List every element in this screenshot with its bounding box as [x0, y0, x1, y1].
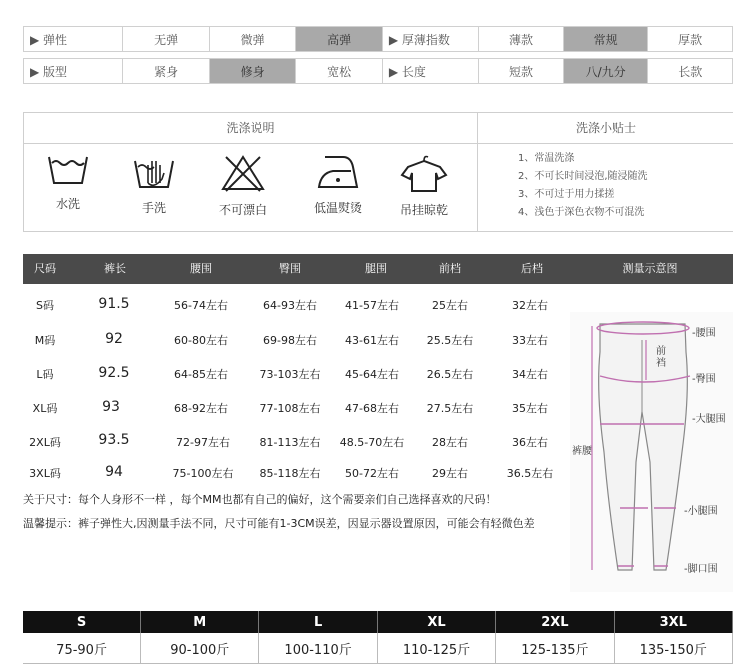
header-back-rise: 后档: [521, 262, 543, 275]
header-diagram: 测量示意图: [622, 262, 678, 275]
header-front-rise: 前档: [439, 262, 461, 275]
option-slim-selected: 修身: [209, 59, 296, 84]
option-high-stretch-selected: 高弹: [296, 27, 383, 52]
care-item-no-bleach: [213, 153, 273, 218]
no-bleach-icon: [220, 153, 266, 193]
care-item-hand-wash: [124, 153, 184, 216]
cell-length: 93.5: [98, 432, 130, 448]
property-table-elasticity-thickness: [23, 26, 733, 52]
care-label-machine-wash: 水洗: [55, 197, 80, 211]
option-thin: 薄款: [479, 27, 564, 52]
cell-thigh: 50-72左右: [345, 467, 399, 480]
cell-waist: 64-85左右: [174, 368, 228, 381]
diagram-label-hip: -臀围: [692, 374, 716, 385]
care-label-low-iron: 低温熨烫: [313, 201, 362, 215]
iron-icon: [315, 153, 361, 191]
label-fit: ▶ 版型: [24, 59, 123, 84]
diagram-label-length: 裤腰: [572, 446, 592, 457]
tip-item: 4、浅色于深色衣物不可混洗: [518, 207, 645, 218]
cell-hip: 64-93左右: [263, 299, 317, 312]
option-loose: 宽松: [296, 59, 383, 84]
cell-length: 91.5: [98, 296, 130, 312]
cell-back-rise: 32左右: [512, 299, 548, 312]
cell-back-rise: 35左右: [512, 402, 548, 415]
cell-back-rise: 36.5左右: [506, 467, 554, 480]
cell-front-rise: 29左右: [432, 467, 468, 480]
header-hip: 臀围: [279, 262, 301, 275]
diagram-label-calf: -小腿围: [684, 506, 718, 517]
weight-table-weights-row: [23, 633, 733, 664]
cell-hip: 81-113左右: [259, 436, 321, 449]
care-label-hand-wash: 手洗: [141, 201, 166, 215]
weight-size-l: L: [259, 611, 377, 633]
cell-thigh: 41-57左右: [345, 299, 399, 312]
tip-item: 2、不可长时间浸泡,随浸随洗: [518, 171, 648, 182]
option-thick: 厚款: [648, 27, 733, 52]
basin-water-icon: [46, 153, 90, 187]
tip-item: 3、不可过于用力揉搓: [518, 189, 615, 200]
cell-waist: 72-97左右: [176, 436, 230, 449]
cell-waist: 75-100左右: [172, 467, 234, 480]
weight-size-2xl: 2XL: [496, 611, 614, 633]
cell-thigh: 45-64左右: [345, 368, 399, 381]
washing-tips-title: 洗涤小贴士: [478, 113, 733, 144]
diagram-label-thigh: -大腿围: [692, 414, 726, 425]
weight-size-s: S: [23, 611, 141, 633]
pants-outline-icon: [570, 312, 733, 592]
cell-size: XL码: [32, 402, 58, 415]
cell-size: 3XL码: [29, 467, 61, 480]
label-length: ▶ 长度: [382, 59, 478, 84]
cell-front-rise: 25.5左右: [426, 334, 474, 347]
header-length: 裤长: [104, 262, 126, 275]
weight-range-s: 75-90斤: [23, 633, 141, 664]
cell-front-rise: 28左右: [432, 436, 468, 449]
cell-back-rise: 33左右: [512, 334, 548, 347]
option-short: 短款: [479, 59, 564, 84]
label-elasticity: ▶ 弹性: [24, 27, 123, 52]
care-label-hang-dry: 吊挂晾乾: [399, 203, 448, 217]
cell-length: 94: [105, 464, 123, 480]
header-size: 尺码: [34, 262, 56, 275]
header-waist: 腰围: [190, 262, 212, 275]
tip-item: 1、常温洗涤: [518, 153, 575, 164]
option-regular-selected: 常规: [563, 27, 648, 52]
header-thigh: 腿围: [365, 262, 387, 275]
cell-waist: 56-74左右: [174, 299, 228, 312]
cell-size: M码: [34, 334, 56, 347]
cell-hip: 69-98左右: [263, 334, 317, 347]
cell-waist: 60-80左右: [174, 334, 228, 347]
option-slight-stretch: 微弹: [209, 27, 296, 52]
measurement-diagram: [570, 312, 733, 592]
property-table-fit-length: [23, 58, 733, 84]
hanger-shirt-icon: [400, 153, 448, 193]
cell-waist: 68-92左右: [174, 402, 228, 415]
weight-size-xl: XL: [377, 611, 495, 633]
diagram-label-front-rise: 前裆: [656, 346, 666, 369]
cell-hip: 85-118左右: [259, 467, 321, 480]
weight-range-2xl: 125-135斤: [496, 633, 614, 664]
care-instructions-panel: [23, 112, 733, 232]
weight-table-sizes-row: [23, 611, 733, 633]
option-tight: 紧身: [123, 59, 210, 84]
cell-hip: 73-103左右: [259, 368, 321, 381]
option-ankle-selected: 八/九分: [563, 59, 648, 84]
weight-range-l: 100-110斤: [259, 633, 377, 664]
washing-instructions-title: 洗涤说明: [24, 113, 477, 144]
option-no-stretch: 无弹: [123, 27, 210, 52]
cell-size: L码: [36, 368, 54, 381]
cell-size: S码: [36, 299, 54, 312]
diagram-label-waist: -腰围: [692, 328, 716, 339]
cell-hip: 77-108左右: [259, 402, 321, 415]
size-note: 关于尺寸：每个人身形不一样 ，每个MM也都有自己的偏好，这个需要亲们自己选择喜欢的尺码！: [23, 493, 497, 506]
cell-back-rise: 34左右: [512, 368, 548, 381]
weight-range-3xl: 135-150斤: [614, 633, 732, 664]
label-thickness: ▶ 厚薄指数: [382, 27, 478, 52]
weight-range-xl: 110-125斤: [377, 633, 495, 664]
washing-tips-list: [518, 150, 648, 222]
cell-thigh: 43-61左右: [345, 334, 399, 347]
cell-front-rise: 26.5左右: [426, 368, 474, 381]
cell-thigh: 48.5-70左右: [339, 436, 405, 449]
cell-front-rise: 25左右: [432, 299, 468, 312]
care-item-hang-dry: [394, 153, 454, 218]
cell-front-rise: 27.5左右: [426, 402, 474, 415]
weight-size-m: M: [141, 611, 259, 633]
cell-length: 92: [105, 331, 123, 347]
weight-size-3xl: 3XL: [614, 611, 732, 633]
hand-wash-icon: [132, 153, 176, 191]
care-item-machine-wash: [38, 153, 98, 212]
care-label-no-bleach: 不可漂白: [218, 203, 267, 217]
size-table-header: [23, 254, 733, 284]
cell-size: 2XL码: [29, 436, 61, 449]
weight-range-m: 90-100斤: [141, 633, 259, 664]
cell-thigh: 47-68左右: [345, 402, 399, 415]
cell-length: 92.5: [98, 365, 130, 381]
warm-tip: 温馨提示：裤子弹性大,因测量手法不同，尺寸可能有1-3CM误差，因显示器设置原因，可能会有轻微色差: [23, 517, 535, 530]
diagram-label-hem: -脚口围: [684, 564, 718, 575]
weight-size-table: [23, 611, 733, 664]
cell-length: 93: [102, 399, 120, 415]
cell-back-rise: 36左右: [512, 436, 548, 449]
care-divider: [477, 113, 478, 231]
care-item-low-iron: [308, 153, 368, 216]
option-long: 长款: [648, 59, 733, 84]
